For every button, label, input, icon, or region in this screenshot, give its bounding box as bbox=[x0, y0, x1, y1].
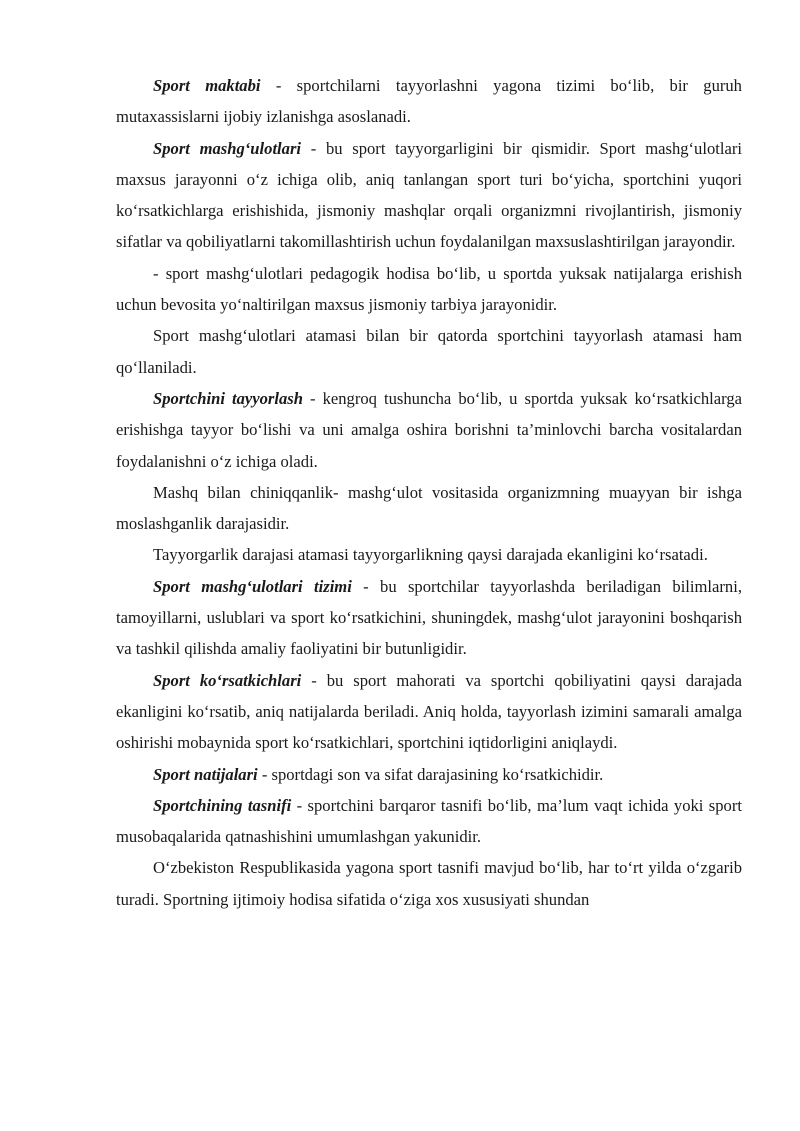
definition-text: - bu sportchilar tayyorlashda beriladigan bilimlarni, tamoyillarni, uslublari va sport ko‘rsatkichini, shuningdek, mashg‘ulot jarayonini boshqarish va tashkil qilishda amaliy faoliyatini bir butunligidir. bbox=[116, 576, 742, 659]
paragraph-tayyorgarlik-darajasi bbox=[116, 539, 742, 570]
term-sport-mashgulotlari-tizimi: Sport mashg‘ulotlari tizimi bbox=[153, 576, 352, 596]
paragraph-text: Mashq bilan chiniqqanlik- mashg‘ulot vositasida organizmning muayyan bir ishga moslashganlik darajasidir. bbox=[116, 482, 742, 534]
definition-text: - sportchilarni tayyorlashni yagona tizimi bo‘lib, bir guruh mutaxassislarni ijobiy izlanishga asoslanadi. bbox=[116, 76, 742, 127]
paragraph-sport-korsatkichlari bbox=[116, 665, 742, 759]
definition-text: - bu sport tayyorgarligini bir qismidir. Sport mashg‘ulotlari maxsus jarayonni o‘z ichiga olib, aniq tanlangan sport turi bo‘yicha, sportchini yuqori ko‘rsatkichlarga erishishida, jismoniy mashqlar orqali organizmni rivojlantirish, jismoniy sifatlar va qobiliyatlarni takomillashtirish uchun foydalanilgan maxsuslashtirilgan jarayondir. bbox=[116, 138, 742, 252]
paragraph-sport-maktabi bbox=[116, 70, 742, 133]
paragraph-pedagogik-hodisa bbox=[116, 258, 742, 321]
paragraph-sportchini-tayyorlash bbox=[116, 383, 742, 477]
term-sportchini-tayyorlash: Sportchini tayyorlash bbox=[153, 388, 303, 408]
paragraph-sport-tasnifi-ozbekiston bbox=[116, 852, 742, 915]
definition-text: - sportdagi son va sifat darajasining ko‘rsatkichidir. bbox=[257, 764, 604, 784]
paragraph-sport-natijalari bbox=[116, 759, 742, 790]
paragraph-text: - sport mashg‘ulotlari pedagogik hodisa bo‘lib, u sportda yuksak natijalarga erishish uchun bevosita yo‘naltirilgan maxsus jismoniy tarbiya jarayonidir. bbox=[116, 263, 742, 315]
definition-text: - bu sport mahorati va sportchi qobiliyatini qaysi darajada ekanligini ko‘rsatib, aniq natijalarda beriladi. Aniq holda, tayyorlash izimini samarali amalga oshirishi mobaynida sport ko‘rsatkichlari, sportchini iqtidorligini aniqlaydi. bbox=[116, 670, 742, 753]
paragraph-mashgulotlari-tizimi bbox=[116, 571, 742, 665]
term-sportchining-tasnifi: Sportchining tasnifi bbox=[153, 795, 292, 815]
paragraph-text: Tayyorgarlik darajasi atamasi tayyorgarlikning qaysi darajada ekanligini ko‘rsatadi. bbox=[153, 545, 708, 565]
term-sport-natijalari: Sport natijalari bbox=[153, 764, 258, 784]
paragraph-text: O‘zbekiston Respublikasida yagona sport tasnifi mavjud bo‘lib, har to‘rt yilda o‘zgarib turadi. Sportning ijtimoiy hodisa sifatida o‘ziga xos xususiyati shundan bbox=[116, 858, 742, 909]
term-sport-maktabi: Sport maktabi bbox=[153, 76, 261, 95]
paragraph-text: Sport mashg‘ulotlari atamasi bilan bir qatorda sportchini tayyorlash atamasi ham qo‘llaniladi. bbox=[116, 326, 742, 377]
paragraph-sport-mashgulotlari bbox=[116, 133, 742, 258]
paragraph-chiniqqanlik bbox=[116, 477, 742, 540]
term-sport-korsatkichlari: Sport ko‘rsatkichlari bbox=[153, 670, 302, 690]
term-sport-mashgulotlari: Sport mashg‘ulotlari bbox=[153, 138, 302, 158]
paragraph-sportchining-tasnifi bbox=[116, 790, 742, 853]
definition-text: - sportchini barqaror tasnifi bo‘lib, ma’lum vaqt ichida yoki sport musobaqalarida qatnashishini umumlashgan yakunidir. bbox=[116, 795, 742, 847]
paragraph-tayyorlash-atamasi bbox=[116, 320, 742, 383]
definition-text: - kengroq tushuncha bo‘lib, u sportda yuksak ko‘rsatkichlarga erishishga tayyor bo‘lishi va uni amalga oshira borishni ta’minlovchi barcha vositalardan foydalanishni o‘z ichiga oladi. bbox=[116, 388, 742, 471]
document-body bbox=[116, 70, 742, 915]
